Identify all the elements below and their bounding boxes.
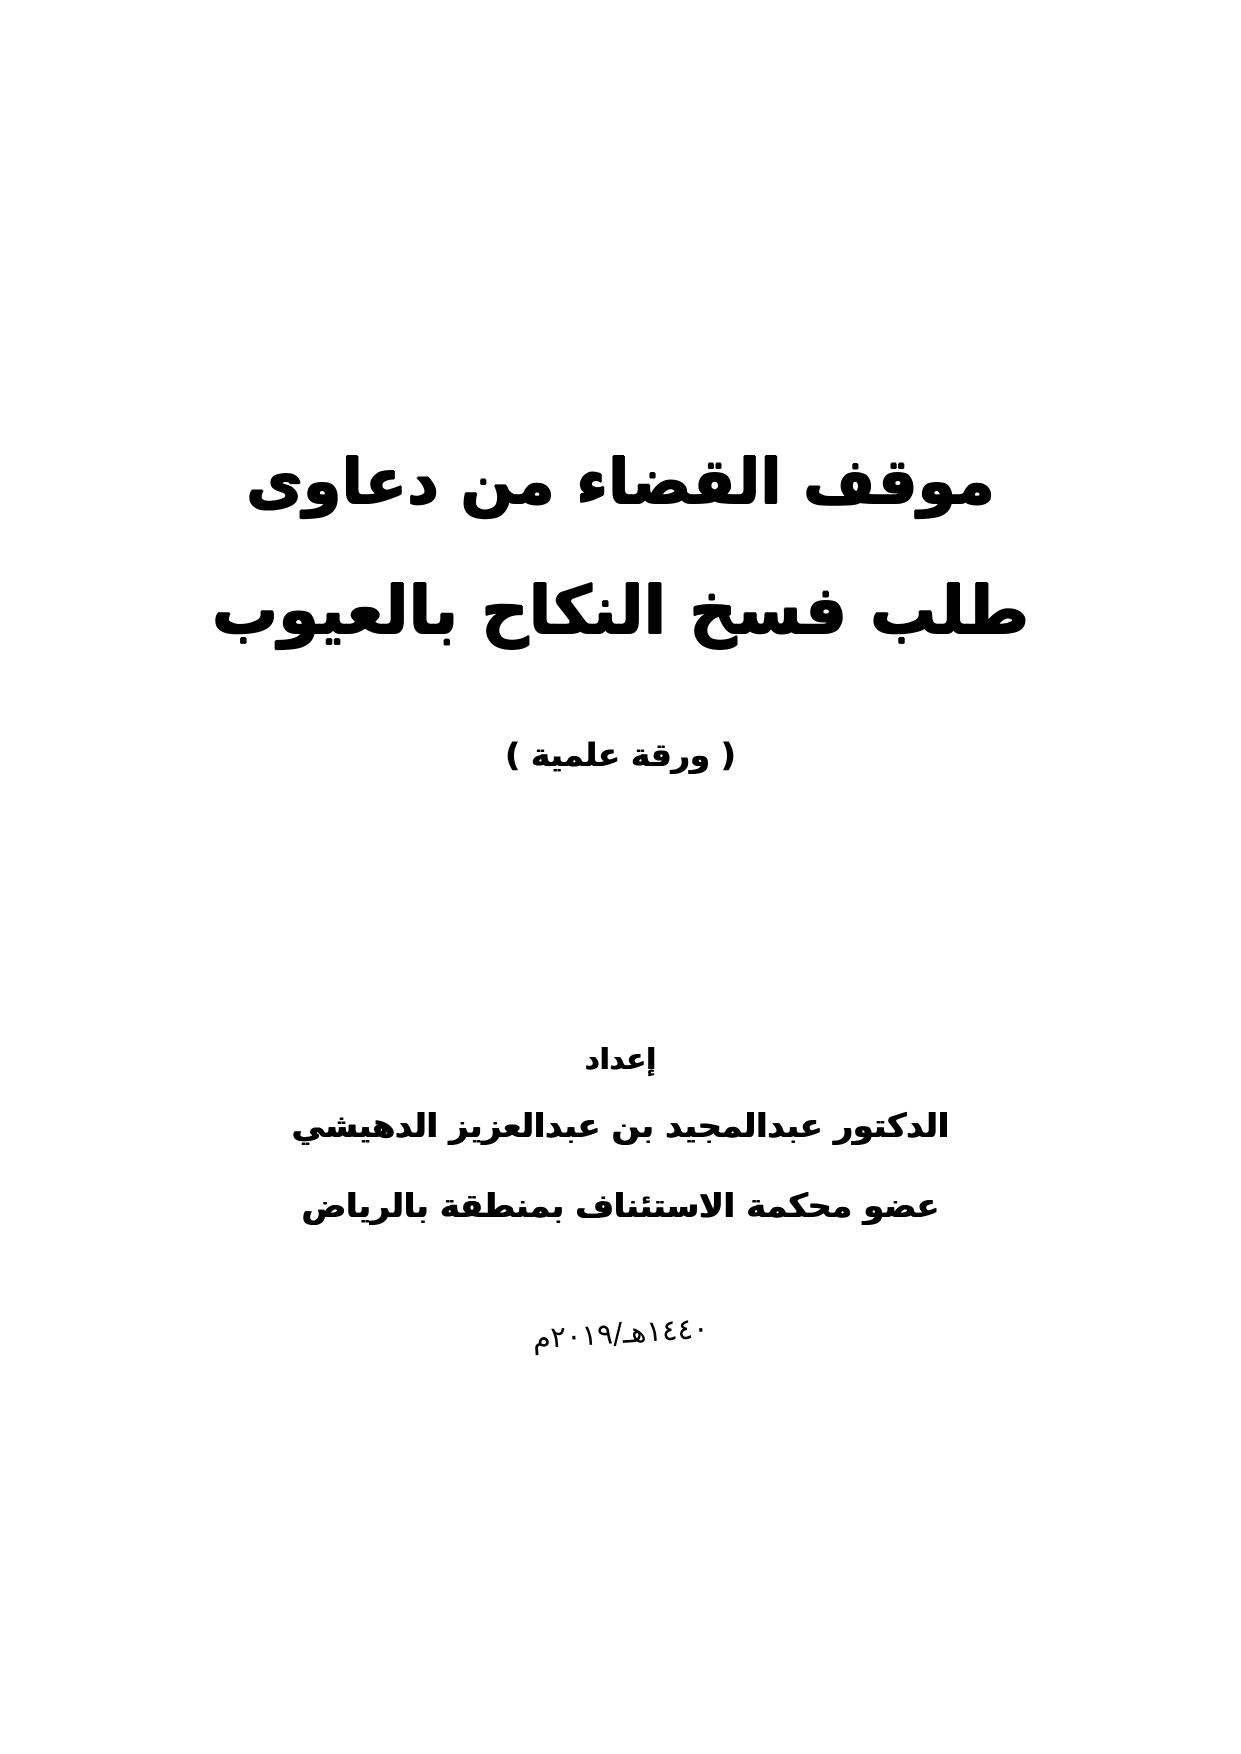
author-affiliation: عضو محكمة الاستئناف بمنطقة بالرياض	[301, 1186, 940, 1225]
preparation-label: إعداد	[584, 1042, 657, 1076]
document-subtitle: ( ورقة علمية )	[505, 736, 736, 774]
title-line-1: موقف القضاء من دعاوى	[246, 445, 995, 518]
title-line-2: طلب فسخ النكاح بالعيوب	[211, 572, 1030, 649]
publication-date: ١٤٤٠هـ/٢٠١٩م	[531, 1310, 710, 1356]
author-name: الدكتور عبدالمجيد بن عبدالعزيز الدهيشي	[291, 1106, 950, 1145]
